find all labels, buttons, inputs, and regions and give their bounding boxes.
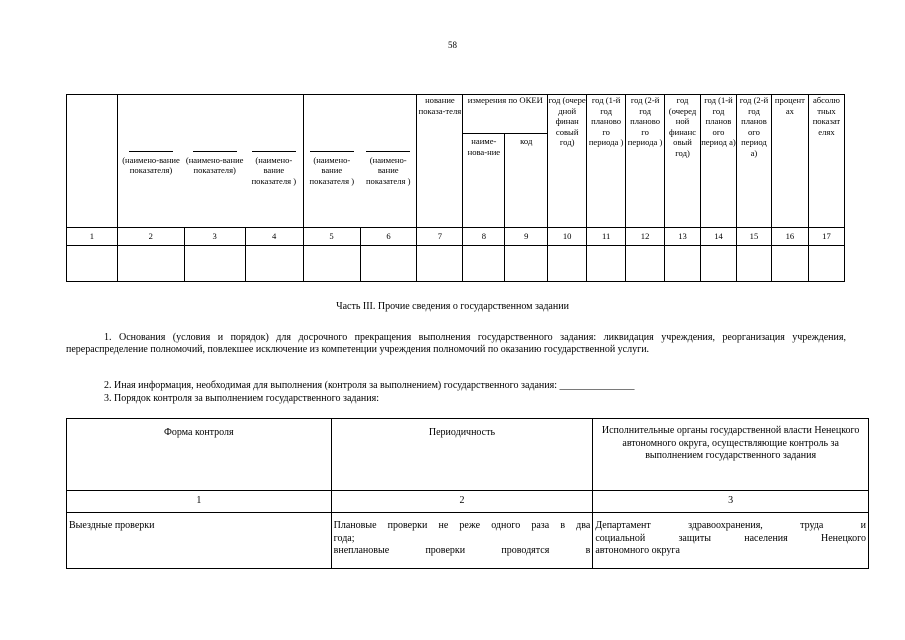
column-number-cell: 15: [736, 228, 771, 246]
empty-cell: [117, 246, 184, 282]
column-number-cell: 12: [626, 228, 665, 246]
column-number-cell: 4: [245, 228, 303, 246]
column-number-cell: 17: [808, 228, 844, 246]
unit-header: измерения по ОКЕИ: [463, 95, 548, 134]
control-form-cell: Выездные проверки: [67, 513, 332, 569]
header-cell-1: [67, 95, 118, 228]
paragraph-2: 2. Иная информация, необходимая для выполнения (контроля за выполнением) государственного задания: _______________: [104, 380, 635, 391]
indicator-sub-header-1: (наимено-вание показателя): [117, 134, 184, 228]
paragraph-1: 1. Основания (условия и порядок) для досрочного прекращения выполнения государственного задания: ликвидация учреждения, реорганизация учреждения, перераспределение полномочий, повлекшее исключение из компетенции учреждения полномочий по оказанию государственной услуги.: [66, 332, 846, 356]
periodicity-cell: [331, 513, 593, 569]
empty-cell: [808, 246, 844, 282]
empty-cell: [548, 246, 587, 282]
control-form-header: Форма контроля: [67, 419, 332, 491]
unit-code-header: код: [505, 134, 548, 228]
empty-cell: [626, 246, 665, 282]
header-cell-2: [117, 95, 303, 134]
periodicity-line-3: внеплановые проверки проводятся в: [333, 545, 591, 556]
column-number-cell: 5: [303, 228, 360, 246]
column-number-cell: 14: [701, 228, 737, 246]
year-header-4: год (очеред ной финанс овый год): [665, 95, 701, 228]
paragraph-3: 3. Порядок контроля за выполнением государственного задания:: [104, 393, 379, 404]
empty-cell: [736, 246, 771, 282]
year-header-2: год (1-й год планово го периода ): [587, 95, 626, 228]
authority-cell: [593, 513, 869, 569]
column-number-3: 3: [593, 491, 869, 513]
year-header-5: год (1-й год планов ого период а): [701, 95, 737, 228]
header-cell-3: [303, 95, 417, 134]
column-number-cell: 6: [360, 228, 417, 246]
authority-line-2: социальной защиты населения Ненецкого: [595, 532, 866, 544]
absolute-header: абсолю тных показат елях: [808, 95, 844, 228]
year-header-6: год (2-й год планов ого период а): [736, 95, 771, 228]
column-number-cell: 16: [771, 228, 808, 246]
control-table: [66, 418, 869, 569]
periodicity-header: Периодичность: [331, 419, 593, 491]
indicator-sub-header-3: (наимено-вание показателя ): [245, 134, 303, 228]
authority-header: Исполнительные органы государственной власти Ненецкого автономного округа, осуществляющие контроль за выполнением государственного задания: [593, 419, 869, 491]
empty-cell: [665, 246, 701, 282]
empty-data-row: [67, 246, 845, 282]
column-number-cell: 1: [67, 228, 118, 246]
year-header-1: год (очере дной финан совый год): [548, 95, 587, 228]
empty-cell: [184, 246, 245, 282]
periodicity-line-1: Плановые проверки не реже одного раза в два: [333, 520, 591, 531]
section-title: Часть III. Прочие сведения о государственном задании: [336, 301, 569, 312]
year-header-3: год (2-й год планово го периода ): [626, 95, 665, 228]
column-number-cell: 13: [665, 228, 701, 246]
percent-header: процент ах: [771, 95, 808, 228]
empty-cell: [505, 246, 548, 282]
indicator-sub-header-5: (наимено-вание показателя ): [360, 134, 417, 228]
empty-cell: [245, 246, 303, 282]
unit-name-header: наиме-нова-ние: [463, 134, 505, 228]
column-number-cell: 3: [184, 228, 245, 246]
indicators-table: [66, 94, 845, 282]
empty-cell: [771, 246, 808, 282]
indicator-sub-header-2: (наимено-вание показателя): [184, 134, 245, 228]
column-number-cell: 11: [587, 228, 626, 246]
periodicity-line-2: года;: [333, 532, 355, 544]
column-number-cell: 7: [417, 228, 463, 246]
empty-cell: [303, 246, 360, 282]
column-number-1: 1: [67, 491, 332, 513]
empty-cell: [701, 246, 737, 282]
empty-cell: [463, 246, 505, 282]
empty-cell: [67, 246, 118, 282]
column-number-cell: 10: [548, 228, 587, 246]
empty-cell: [360, 246, 417, 282]
column-number-cell: 9: [505, 228, 548, 246]
column-number-2: 2: [331, 491, 593, 513]
authority-line-3: автономного округа: [595, 545, 680, 556]
empty-cell: [587, 246, 626, 282]
empty-cell: [417, 246, 463, 282]
authority-line-1: Департамент здравоохранения, труда и: [595, 520, 866, 531]
indicator-sub-header-4: (наимено-вание показателя ): [303, 134, 360, 228]
column-numbers-row: [67, 228, 845, 246]
indicator-name-header: нование показа-теля: [417, 95, 463, 228]
column-number-cell: 8: [463, 228, 505, 246]
page-number: 58: [448, 40, 457, 50]
column-number-cell: 2: [117, 228, 184, 246]
